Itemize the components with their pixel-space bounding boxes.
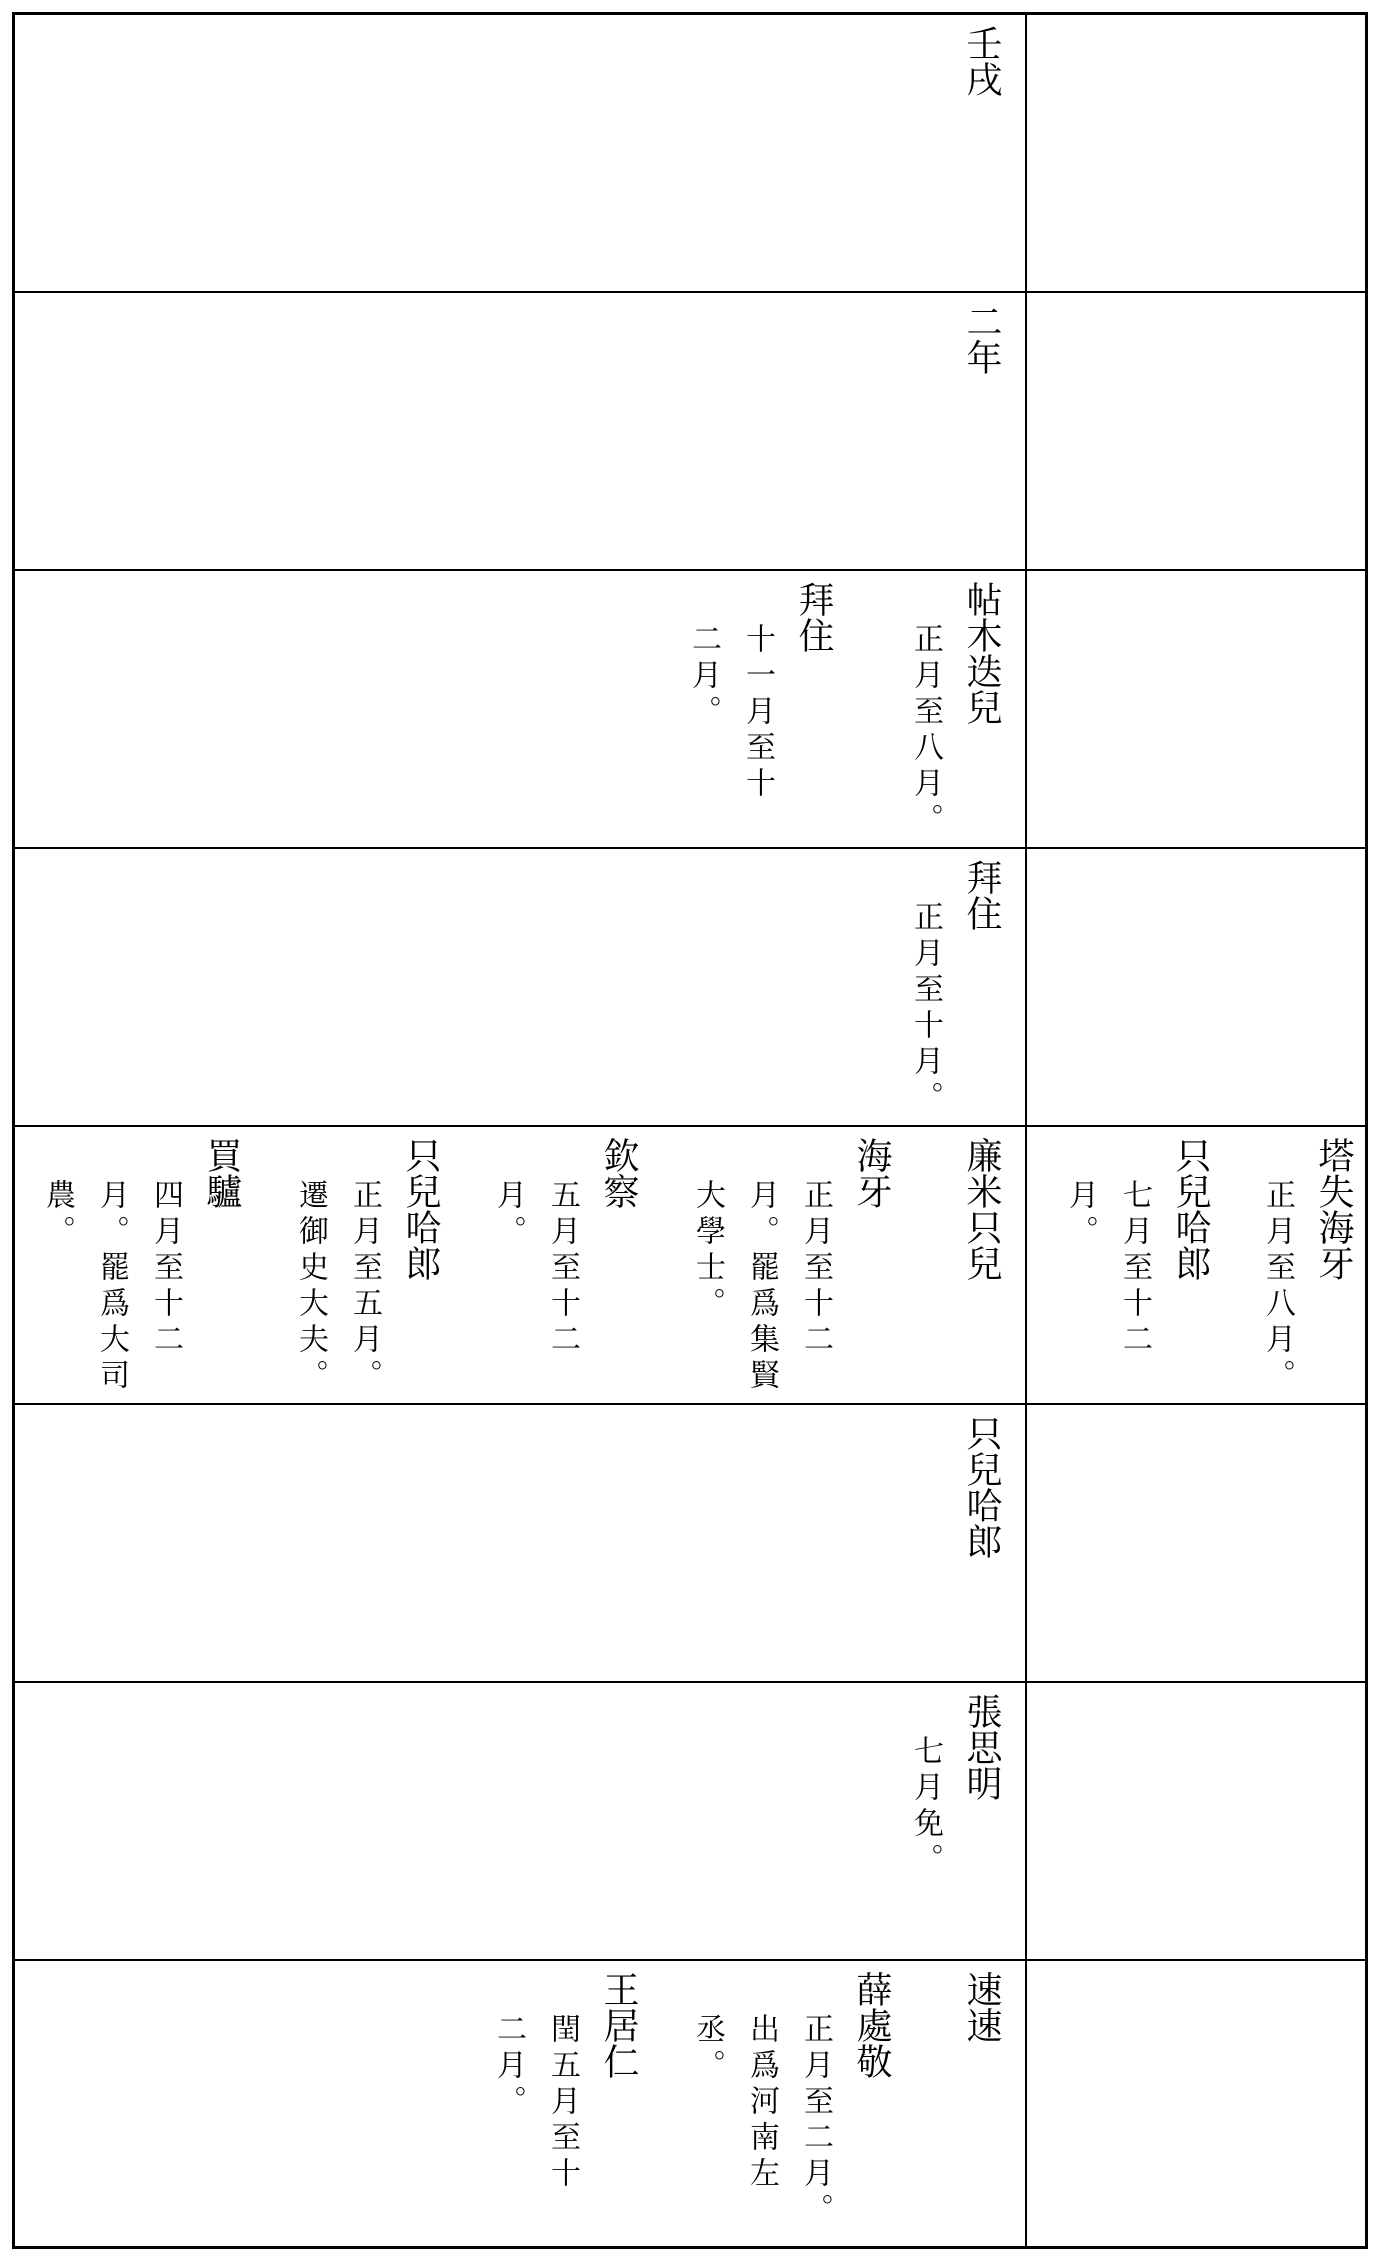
main-cell xyxy=(15,1127,1025,1403)
side-cell xyxy=(1027,849,1368,1125)
person-note: 閏五月至十 xyxy=(545,2013,580,2193)
table-row xyxy=(15,849,1365,1125)
person-note: 月。罷爲集賢 xyxy=(744,1179,779,1395)
side-cell xyxy=(1027,293,1368,569)
table-row xyxy=(15,293,1365,569)
main-cell xyxy=(15,849,1025,1125)
side-cell xyxy=(1027,1961,1368,2246)
person-note: 七月免。 xyxy=(908,1735,943,1879)
table-row xyxy=(15,1683,1365,1959)
table-grid xyxy=(12,12,1368,2249)
side-cell xyxy=(1027,1127,1368,1403)
person-name: 塔失海牙 xyxy=(1313,1137,1354,1281)
person-note: 遷御史大夫。 xyxy=(293,1179,328,1395)
table-row xyxy=(15,1961,1365,2246)
table-row xyxy=(15,1127,1365,1403)
person-note: 正月至八月。 xyxy=(1260,1179,1295,1395)
person-note: 四月至十二 xyxy=(148,1179,183,1359)
person-name: 只兒哈郎 xyxy=(961,1415,1002,1559)
person-name: 薛處敬 xyxy=(851,1971,892,2079)
person-name: 買驢 xyxy=(201,1137,242,1209)
person-name: 只兒哈郎 xyxy=(1170,1137,1211,1281)
person-note: 正月至五月。 xyxy=(347,1179,382,1395)
person-name: 廉米只兒 xyxy=(961,1137,1002,1281)
person-name: 海牙 xyxy=(851,1137,892,1209)
person-note: 月。 xyxy=(1063,1179,1098,1251)
person-note: 七月至十二 xyxy=(1117,1179,1152,1359)
person-name: 張思明 xyxy=(961,1693,1002,1801)
person-note: 正月至二月。 xyxy=(798,2013,833,2229)
person-note: 大學士。 xyxy=(690,1179,725,1323)
person-note: 農。 xyxy=(40,1179,75,1251)
side-cell xyxy=(1027,1683,1368,1959)
main-cell xyxy=(15,1683,1025,1959)
side-cell xyxy=(1027,1405,1368,1681)
person-note: 十一月至十 xyxy=(740,623,775,803)
person-note: 二月。 xyxy=(686,623,721,731)
main-cell xyxy=(15,1405,1025,1681)
person-note: 正月至八月。 xyxy=(908,623,943,839)
person-note: 月。 xyxy=(491,1179,526,1251)
person-note: 五月至十二 xyxy=(545,1179,580,1359)
main-cell xyxy=(15,1961,1025,2246)
side-cell xyxy=(1027,15,1368,291)
person-name: 王居仁 xyxy=(598,1971,639,2079)
person-name: 拜住 xyxy=(961,859,1002,931)
table-row xyxy=(15,1405,1365,1681)
table-row xyxy=(15,571,1365,847)
row-heading: 二年 xyxy=(961,303,1002,375)
person-name: 帖木迭兒 xyxy=(961,581,1002,725)
person-note: 丞。 xyxy=(690,2013,725,2085)
main-cell xyxy=(15,571,1025,847)
person-note: 二月。 xyxy=(491,2013,526,2121)
person-name: 只兒哈郎 xyxy=(400,1137,441,1281)
side-cell xyxy=(1027,571,1368,847)
person-note: 正月至十二 xyxy=(798,1179,833,1359)
row-heading: 壬戌 xyxy=(961,25,1002,97)
main-cell xyxy=(15,293,1025,569)
person-note: 正月至十月。 xyxy=(908,901,943,1117)
person-name: 速速 xyxy=(961,1971,1002,2043)
main-cell xyxy=(15,15,1025,291)
person-note: 月。罷爲大司 xyxy=(94,1179,129,1395)
person-name: 欽察 xyxy=(598,1137,639,1209)
person-note: 出爲河南左 xyxy=(744,2013,779,2193)
person-name: 拜住 xyxy=(793,581,834,653)
table-row xyxy=(15,15,1365,291)
